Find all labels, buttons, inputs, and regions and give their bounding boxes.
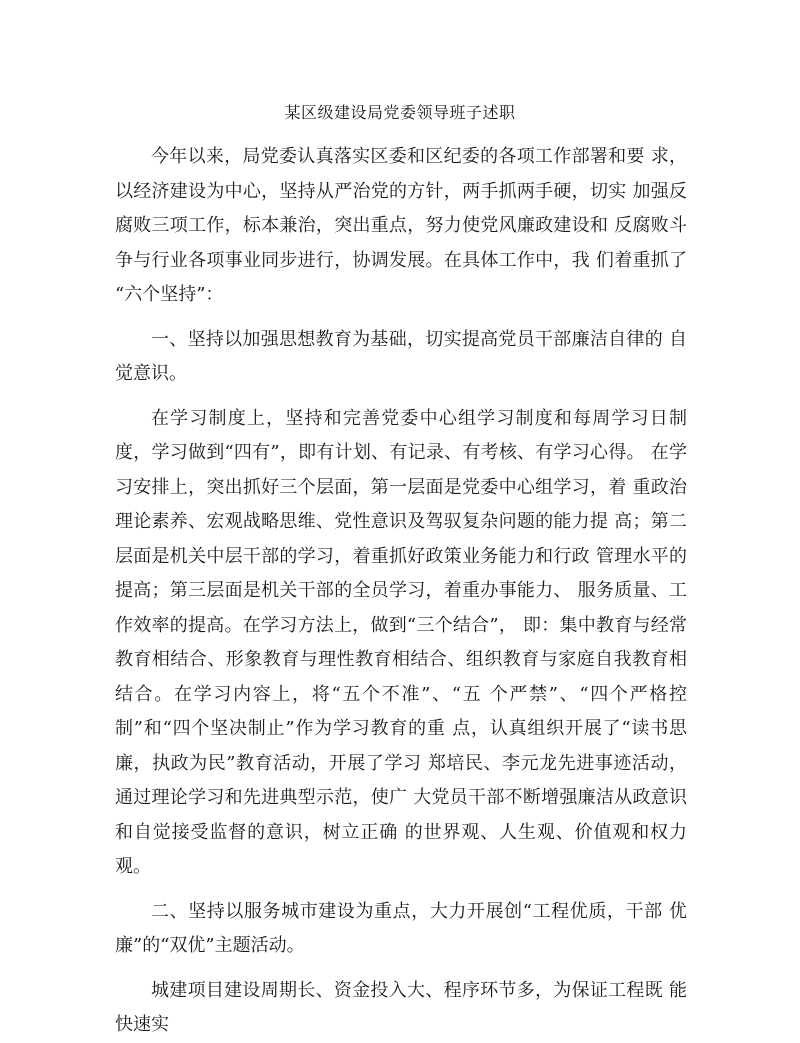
paragraph-heading-1: 一、坚持以加强思想教育为基础，切实提高党员干部廉洁自律的 自觉意识。: [115, 328, 687, 384]
paragraph-study-system: 在学习制度上，坚持和完善党委中心组学习制度和每周学习日制 度，学习做到“四有”，即有计划、有记录、有考核、有学习心得。 在学习安排上，突出抓好三个层面，第一层面是党委中心组学习，着 重政治理论素养、宏观战略思维、党性意识及驾驭复杂问题的能力提 高；第二层面是机关中层干部的学习，着重抓好政策业务能力和行政 管理水平的提高；第三层面是机关干部的全员学习，着重办事能力、 服务质量、工作效率的提高。在学习方法上，做到“三个结合”， 即：集中教育与经常教育相结合、形象教育与理性教育相结合、组织教育与家庭自我教育相结合。在学习内容上，将“五个不准”、“五 个严禁”、“四个严格控制”和“四个坚决制止”作为学习教育的重 点，认真组织开展了“读书思廉，执政为民”教育活动，开展了学习 郑培民、李元龙先进事迹活动，通过理论学习和先进典型示范，使广 大党员干部不断增强廉洁从政意识和自觉接受监督的意识，树立正确 的世界观、人生观、价值观和权力观。: [115, 407, 687, 877]
paragraph-urban-construction: 城建项目建设周期长、资金投入大、程序环节多，为保证工程既 能快速实: [115, 979, 687, 1035]
document-title: 某区级建设局党委领导班子述职: [284, 103, 516, 122]
paragraph-heading-2: 二、坚持以服务城市建设为重点，大力开展创“工程优质，干部 优廉”的“双优”主题活动。: [115, 900, 687, 956]
document-body: [115, 140, 687, 1043]
paragraph-intro: 今年以来，局党委认真落实区委和区纪委的各项工作部署和要 求，以经济建设为中心，坚持从严治党的方针，两手抓两手硬，切实 加强反腐败三项工作，标本兼治，突出重点，努力使党风廉政建设和 反腐败斗争与行业各项事业同步进行，协调发展。在具体工作中，我 们着重抓了 “六个坚持”：: [115, 146, 687, 305]
